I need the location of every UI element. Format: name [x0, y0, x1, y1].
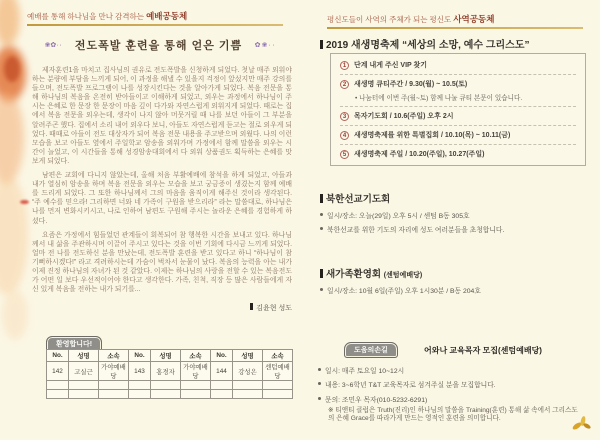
bullet-dot-icon — [320, 288, 323, 291]
bullet-text: 일시: 매주 토요일 10~12시 — [325, 367, 405, 375]
bullet-item — [318, 365, 590, 375]
flower-ornament-icon: ❀✿·۰ — [44, 42, 63, 49]
new-members-table — [46, 349, 293, 399]
col-name: 성명 — [69, 350, 99, 362]
festival-item-text: 새생명축제를 위한 특별집회 / 10.10(목) ~ 10.11(금) — [354, 132, 511, 139]
member-branch: 가야예배당 — [181, 362, 211, 381]
member-branch: 센텀예배당 — [263, 362, 293, 381]
new-family-section — [320, 266, 592, 295]
circled-number: 2 — [340, 80, 349, 89]
new-family-title-suffix: (센텀예배당) — [383, 272, 423, 279]
watercolor-blob — [4, 56, 20, 82]
watercolor-blob — [0, 0, 20, 46]
bullet-text: 북한선교를 위한 기도의 자리에 성도 여러분들을 초청합니다. — [327, 227, 505, 234]
bullet-text: 문의: 조민우 목자(010-5232-6291) — [325, 396, 428, 404]
watercolor-blob — [0, 92, 24, 184]
prayer-meeting-section — [320, 191, 592, 234]
bullet-dot-icon — [318, 397, 321, 400]
article-paragraph: 요즘은 가정에서 힘들었던 관계들이 회복되어 참 행복한 시간을 보내고 있다. 하나님께서 내 삶을 주관하시며 이끌어 주시고 있다는 것을 이번 기회에 다시금 느끼게 되었다. 얼마 전 나를 전도하신 분을 만났는데, 전도폭발 훈련을 받고 있다고 하니 “하나님이 참 기뻐하시겠다!” 라고 격려하시는데 가슴이 벅차서 눈물이 났다. 복음의 능력을 아는 내가 이제 진정 하나님의 자녀가 된 것 같았다. 이제는 하나님의 사랑을 전할 수 있는 복음전도가 어떤 일 보다 우선적이어야 한다고 생각한다. 가족, 친척, 직장 등 많은 사람들에게 자신 있게 복음을 전하는 내가 되기를... — [32, 231, 292, 294]
col-branch: 소속 — [263, 350, 293, 362]
flower-ornament-icon: ✿❀·۰ — [254, 42, 276, 49]
help-tab: 도움의손길 — [344, 342, 398, 358]
circled-number: 5 — [340, 150, 349, 159]
prayer-section-title — [320, 191, 592, 205]
leaf-ornament-icon — [571, 414, 591, 432]
table-row — [47, 390, 293, 399]
marker-bar-icon — [320, 194, 323, 203]
prayer-title-text: 북한선교기도회 — [326, 194, 391, 205]
watercolor-blob — [2, 290, 28, 340]
motto-text: 예배를 통해 하나님을 만나 감격하는 — [27, 12, 147, 21]
member-no: 142 — [47, 362, 69, 381]
right-page-motto — [327, 13, 494, 25]
watercolor-red-accent — [20, 200, 29, 204]
member-name: 홍경자 — [151, 362, 181, 381]
new-family-section-title — [320, 266, 592, 280]
col-no: No. — [47, 350, 69, 362]
col-name: 성명 — [151, 350, 181, 362]
help-section-body — [318, 360, 590, 424]
bullet-item — [318, 394, 590, 404]
marker-bar-icon — [320, 269, 323, 278]
motto-text: 평신도들이 사역의 주체가 되는 평신도 — [327, 15, 454, 24]
author-name: 김윤현 성도 — [256, 305, 292, 312]
col-no: No. — [211, 350, 233, 362]
festival-title-text: 2019 새생명축제 “세상의 소망, 예수 그리스도” — [326, 40, 530, 51]
motto-keyword: 사역공동체 — [453, 14, 495, 24]
circled-number: 3 — [340, 112, 349, 121]
table-row — [47, 362, 293, 381]
left-page-motto — [27, 10, 187, 22]
festival-section-title — [320, 36, 529, 51]
testimony-article — [32, 66, 292, 299]
member-no: 143 — [129, 362, 151, 381]
col-name: 성명 — [233, 350, 263, 362]
festival-item — [340, 126, 576, 145]
col-branch: 소속 — [99, 350, 129, 362]
member-branch: 가야예배당 — [99, 362, 129, 381]
bullet-dot-icon — [318, 368, 321, 371]
article-paragraph: 제자훈련1을 마치고 집사님의 권유로 전도폭발을 신청하게 되었다. 첫날 매주 외워야 하는 분량에 부담을 느끼게 되어, 이 과정을 해낼 수 있을지 걱정이 앞섰지만 매주 강의를 들으며, 전도폭발 프로그램이 나를 성장시킨다는 것을 알아가게 되었다. 복음 전문을 통해 하나님의 복음을 온전히 받아들이고 이해하게 되었고, 외우는 과정에서 하나님이 주시는 은혜로 한 문장 한 문장이 마음 깊이 다가와 자연스럽게 외워지게 되었다. 때로는 집에서 복음 전문을 외우는데, 생각이 나지 않아 머뭇거릴 때 나를 보던 아들이 그 부분을 알려주곤 했다. 집에서 소리 내어 외우다 보니, 아들도 자연스럽게 듣고는 절로 외우게 되었다. 때때로 아들이 전도 대상자가 되어 복음 전문 내용을 주고받으며 외웠다. 나의 이런 모습을 보고 아들도 옆에서 주일학교 암송을 외워가며 가정에서 함께 말씀을 외우는 시간이 늘었고, 이 시간들을 통해 성경암송대회에서 다 외워 상품권도 획득하는 은혜를 맛보게 되었다. — [32, 67, 292, 165]
new-family-title-text: 새가족환영회 — [326, 269, 382, 280]
bullet-item — [320, 285, 592, 295]
motto-keyword: 예배공동체 — [146, 11, 188, 21]
festival-item — [340, 145, 576, 163]
festival-item-text: 목자기도회 / 10.6(주일) 오후 2시 — [354, 113, 454, 120]
festival-schedule-box — [330, 53, 586, 166]
festival-item-text: 새생명 큐티주간 / 9.30(월) ~ 10.5(토) — [354, 81, 468, 88]
table-header-row — [47, 350, 293, 362]
bullet-dot-icon — [318, 382, 321, 385]
help-recruit-title: 어와나 교육목자 모집(센텀예배당) — [424, 346, 542, 355]
col-branch: 소속 — [181, 350, 211, 362]
festival-item — [340, 75, 576, 107]
col-no: No. — [129, 350, 151, 362]
circled-number: 1 — [340, 61, 349, 70]
article-paragraph: 남편은 교회에 다니지 않았는데, 올해 처음 부활예배에 참석을 하게 되었고, 아들과 내가 열심히 암송을 하며 복음 전문을 외우는 모습을 보고 궁금증이 생겼는지 함께 예배를 드리게 되었다. 그 또한 하나님께서 그의 마음을 움직이게 해주신 것이라 생각된다. “주 예수를 믿으라! 그리하면 너와 네 가족이 구원을 받으리라” 라는 말씀대로, 하나님은 나를 먼저 변화시키시고, 나로 인하여 남편도 구원해 주시는 놀라운 은혜를 경험하게 하셨다. — [32, 172, 292, 225]
bullet-item — [318, 379, 590, 389]
article-title-row — [28, 36, 292, 54]
bullet-text: 일시/장소: 10월 6일(주일) 오후 1시30분 / B동 204호 — [327, 287, 481, 295]
header-rule — [327, 27, 583, 29]
circled-number: 4 — [340, 131, 349, 140]
bullet-text: 내용: 3~6학년 T&T 교육목자로 섬겨주실 분을 모집합니다. — [325, 382, 496, 389]
marker-bar-icon — [320, 40, 323, 49]
festival-item-note: • 나눔터에 이번 주(월~토) 함께 나눌 큐티 본문이 있습니다. — [355, 95, 523, 102]
festival-item — [340, 56, 576, 75]
marker-bar-icon — [250, 303, 253, 310]
bullet-item — [320, 224, 592, 234]
table-row — [47, 381, 293, 390]
festival-item-text: 단계 내게 주신 VIP 찾기 — [354, 62, 428, 69]
help-footnote: ※ 티앤티 클럽은 Truth(진리)인 하나님의 말씀을 Training(훈련) 통해 삶 속에서 그리스도의 은혜 Grace를 따라가게 만드는 영적인 훈련을 의미합니다. — [328, 406, 578, 423]
member-name: 강성은 — [233, 362, 263, 381]
bullet-item — [320, 210, 592, 220]
watercolor-blob — [0, 175, 28, 295]
article-title: 전도폭발 훈련을 통해 얻은 기쁨 — [74, 40, 243, 52]
festival-item-text: 새생명축제 주일 / 10.20(주일), 10.27(주일) — [354, 151, 485, 158]
bullet-dot-icon — [320, 227, 323, 230]
member-name: 고실근 — [69, 362, 99, 381]
welcome-tab: 환영합니다! — [46, 336, 102, 352]
bullet-dot-icon — [320, 213, 323, 216]
member-no: 144 — [211, 362, 233, 381]
festival-item — [340, 107, 576, 126]
author-signature — [32, 303, 292, 313]
bullet-text: 일시/장소: 오늘(29일) 오후 5시 / 센텀 B동 305호 — [327, 212, 470, 220]
header-rule — [27, 24, 283, 26]
